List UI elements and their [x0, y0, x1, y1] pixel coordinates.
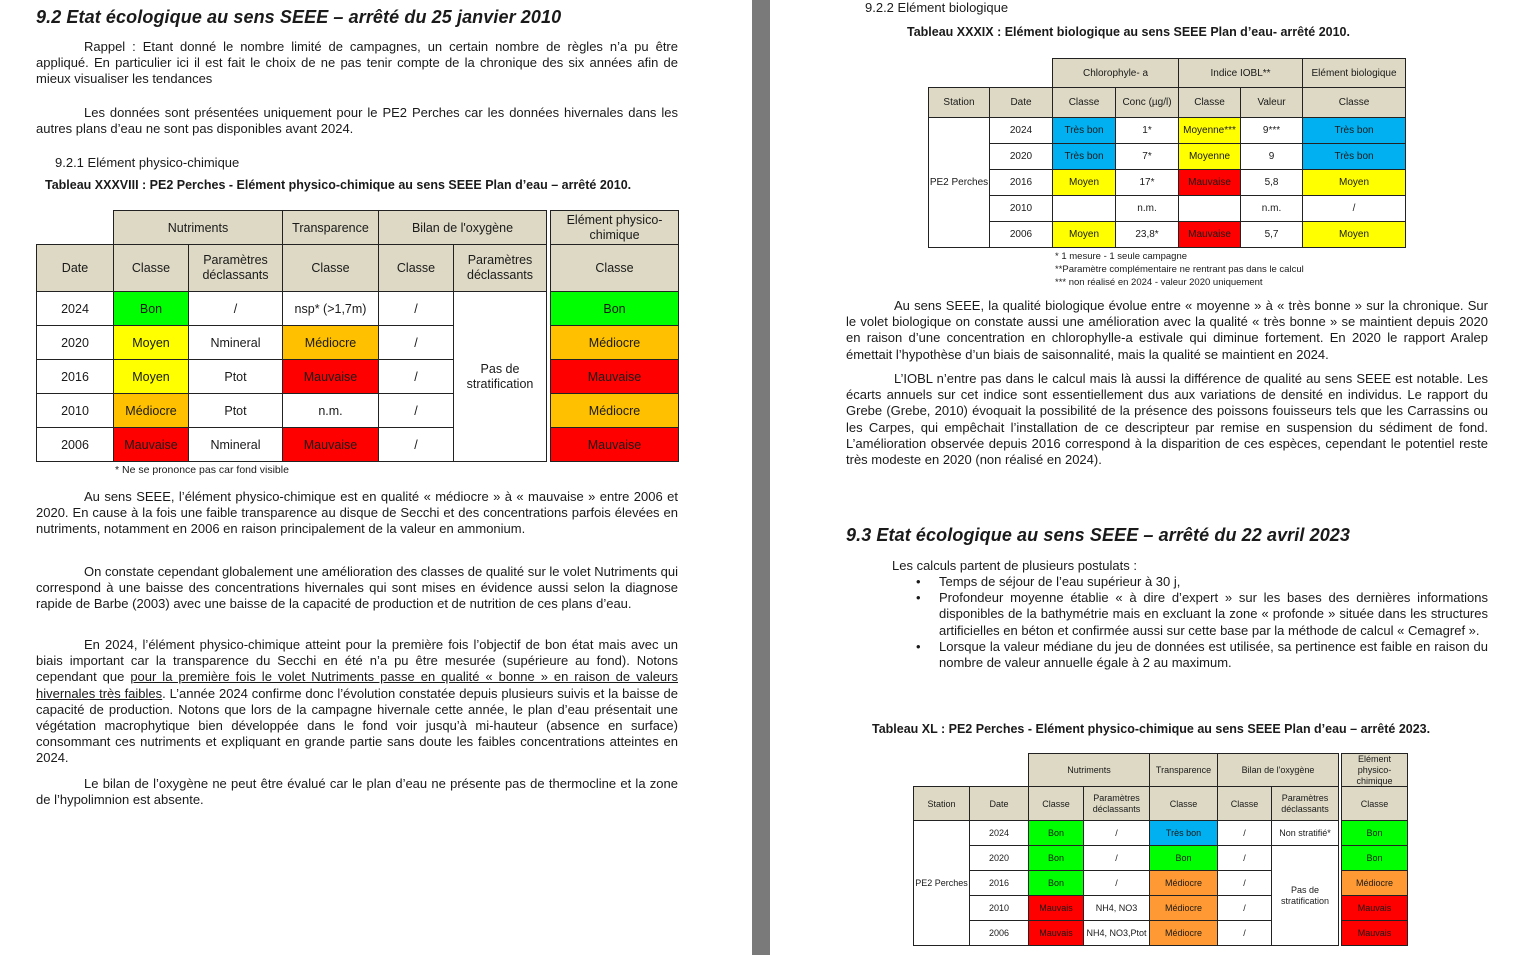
cell-nutriments-param: /: [189, 292, 283, 326]
cell-chl-classe: Très bon: [1053, 144, 1116, 170]
bullet-icon: •: [916, 590, 921, 606]
cell-element: Médiocre: [551, 326, 679, 360]
cell-transparence: Mauvaise: [283, 360, 379, 394]
cell-pas-de-stratification: Pas de stratification: [1272, 846, 1339, 946]
cell-element: Bon: [551, 292, 679, 326]
table-notes: [1055, 250, 1304, 289]
cell-station: PE2 Perches: [914, 821, 970, 946]
cell-nutriments-classe: Médiocre: [114, 394, 189, 428]
cell-date: 2006: [970, 921, 1029, 946]
left-page: [0, 0, 752, 955]
paragraph-amelioration: On constate cependant globalement une amélioration des classes de qualité sur le volet Nutriments qui correspond à une baisse des concentrations hivernales qui sont mises en évidence aussi selon la diagnose rapide de Barbe (2003) avec une baisse de la capacité de production et de nutrition de ces plans d’eau.: [36, 564, 679, 612]
cell-iobl-classe: Moyenne: [1179, 144, 1241, 170]
table-row: [37, 326, 679, 360]
col-header-classe: Classe: [114, 245, 189, 292]
paragraph-biologique: Au sens SEEE, la qualité biologique évolue entre « moyenne » à « très bonne » sur la chronique. Sur le volet biologique on constate aussi une amélioration avec la qualité « très bonne » se maintient depuis 2020 en raison d’une concentration en chlorophylle-a estivale qui diminue fortement. En 2020 le rapport Aralep émettait l’hypothèse d’un biais de saisonnalité, mais la qualité se maintient en 2024.: [846, 298, 1488, 362]
col-header-classe: Classe: [283, 245, 379, 292]
cell-nutriments-classe: Moyen: [114, 360, 189, 394]
page-gutter: [752, 0, 770, 955]
group-header-element-biologique: Elément biologique: [1303, 59, 1406, 88]
cell-oxygene-classe: /: [379, 428, 454, 462]
group-header-transparence: Transparence: [283, 211, 379, 245]
cell-element: Moyen: [1303, 170, 1406, 196]
col-header-classe: Classe: [1218, 787, 1272, 821]
col-header-valeur: Valeur: [1241, 88, 1303, 118]
section-heading-9-2: 9.2 Etat écologique au sens SEEE – arrêté du 25 janvier 2010: [36, 7, 562, 27]
table-row: [37, 394, 679, 428]
cell-pas-de-stratification: Pas de stratification: [454, 292, 547, 462]
cell-nutriments-classe: Bon: [1029, 846, 1084, 871]
cell-non-stratifie: Non stratifié*: [1272, 821, 1339, 846]
cell-element: Très bon: [1303, 118, 1406, 144]
table-caption-xl: Tableau XL : PE2 Perches - Elément physico-chimique au sens SEEE Plan d’eau – arrêté 2023.: [872, 722, 1431, 736]
cell-nutriments-param: /: [1084, 846, 1150, 871]
col-header-station: Station: [929, 88, 990, 118]
cell-oxygene-classe: /: [379, 326, 454, 360]
col-header-parametres: Paramètres déclassants: [454, 245, 547, 292]
cell-transparence: Bon: [1150, 846, 1218, 871]
cell-chl-classe: Moyen: [1053, 222, 1116, 248]
group-header-oxygene: Bilan de l'oxygène: [1218, 754, 1339, 787]
subheading-9-2-2: 9.2.2 Elément biologique: [865, 0, 1009, 15]
cell-nutriments-param: /: [1084, 871, 1150, 896]
table-row: [37, 428, 679, 462]
cell-nutriments-param: /: [1084, 821, 1150, 846]
cell-transparence: Médiocre: [1150, 921, 1218, 946]
cell-date: 2024: [990, 118, 1053, 144]
note-line: * 1 mesure - 1 seule campagne: [1055, 251, 1188, 262]
note-line: *** non réalisé en 2024 - valeur 2020 uniquement: [1055, 277, 1263, 288]
cell-transparence: Médiocre: [283, 326, 379, 360]
cell-date: 2010: [990, 196, 1053, 222]
cell-iobl-classe: Mauvaise: [1179, 222, 1241, 248]
cell-element: Bon: [1342, 846, 1408, 871]
cell-nutriments-classe: Mauvais: [1029, 896, 1084, 921]
col-header-classe: Classe: [379, 245, 454, 292]
cell-nutriments-param: Ptot: [189, 360, 283, 394]
col-header-classe: Classe: [1342, 787, 1408, 821]
cell-conc: 7*: [1116, 144, 1179, 170]
cell-transparence: n.m.: [283, 394, 379, 428]
group-header-chlorophylle: Chlorophyle- a: [1053, 59, 1179, 88]
cell-date: 2006: [990, 222, 1053, 248]
cell-chl-classe: [1053, 196, 1116, 222]
group-header-oxygene: Bilan de l'oxygène: [379, 211, 547, 245]
col-header-date: Date: [970, 787, 1029, 821]
paragraph-donnees: Les données sont présentées uniquement pour le PE2 Perches car les données hivernales dans les autres plans d’eau ne sont pas disponibles avant 2024.: [36, 105, 678, 137]
cell-conc: 23,8*: [1116, 222, 1179, 248]
cell-element: /: [1303, 196, 1406, 222]
cell-transparence: nsp* (>1,7m): [283, 292, 379, 326]
cell-nutriments-param: Ptot: [189, 394, 283, 428]
table-caption-xxxix: Tableau XXXIX : Elément biologique au sens SEEE Plan d’eau- arrêté 2010.: [907, 25, 1350, 39]
subheading-9-2-1: 9.2.1 Elément physico-chimique: [55, 155, 240, 170]
cell-date: 2016: [37, 360, 114, 394]
col-header-classe: Classe: [1179, 88, 1241, 118]
col-header-date: Date: [990, 88, 1053, 118]
bullet-list: [892, 574, 1488, 671]
table-row: [37, 360, 679, 394]
cell-chl-classe: Très bon: [1053, 118, 1116, 144]
table-row: [929, 222, 1406, 248]
paragraph-2024: En 2024, l’élément physico-chimique atteint pour la première fois l’objectif de bon état mais avec un biais important car la transparence du Secchi en été n’a pu être mesurée (supérieure au fond). Notons cependant que pour la première fois le volet Nutriments passe en qualité « bonne » en raison de valeurs hivernales très faibles. L’année 2024 confirme donc l’évolution constatée depuis plusieurs suivis et la baisse de capacité de production. Notons que lors de la campagne hivernale cette année, le plan d’eau présentait une végétation macrophytique bien développée dans le fond voir jusqu’à mi-hauteur (absence en surface) consommant ces nutriments et expliquant en grande partie sans doute les faibles concentrations atteintes en 2024.: [36, 637, 678, 766]
group-header-element: Elément physico-chimique: [1342, 754, 1408, 787]
cell-element: Médiocre: [1342, 871, 1408, 896]
cell-valeur: 9***: [1241, 118, 1303, 144]
list-item: • Temps de séjour de l’eau supérieur à 30 j,: [916, 574, 1181, 589]
group-header-nutriments: Nutriments: [114, 211, 283, 245]
cell-oxygene-classe: /: [379, 394, 454, 428]
cell-element: Médiocre: [551, 394, 679, 428]
cell-transparence: Très bon: [1150, 821, 1218, 846]
table-row: [929, 196, 1406, 222]
cell-nutriments-param: Nmineral: [189, 428, 283, 462]
cell-element: Mauvais: [1342, 921, 1408, 946]
col-header-date: Date: [37, 245, 114, 292]
group-header-element: Elément physico-chimique: [551, 211, 679, 245]
note-line: **Paramètre complémentaire ne rentrant pas dans le calcul: [1055, 264, 1304, 275]
table-physico-chimique-2010: [36, 210, 679, 462]
cell-transparence: Médiocre: [1150, 896, 1218, 921]
cell-nutriments-param: NH4, NO3: [1084, 896, 1150, 921]
paragraph-rappel: Rappel : Etant donné le nombre limité de campagnes, un certain nombre de règles n’a pu être appliqué. En particulier ici il est fait le choix de ne pas tenir compte de la chronique des six années afin de mieux visualiser les tendances: [36, 39, 678, 87]
table-row: [914, 846, 1408, 871]
col-header-parametres: Paramètres déclassants: [189, 245, 283, 292]
col-header-classe: Classe: [1150, 787, 1218, 821]
cell-valeur: 5,7: [1241, 222, 1303, 248]
cell-element: Très bon: [1303, 144, 1406, 170]
cell-element: Mauvaise: [551, 360, 679, 394]
cell-oxygene-classe: /: [379, 292, 454, 326]
paragraph-seee-physico: Au sens SEEE, l’élément physico-chimique est en qualité « médiocre » à « mauvaise » entre 2006 et 2020. En cause à la fois une faible transparence au disque de Secchi et des concentrations parfois élevées en nutriments, notamment en 2006 en raison principalement de la valeur en ammonium.: [36, 489, 678, 537]
cell-nutriments-classe: Moyen: [114, 326, 189, 360]
table-row: [929, 144, 1406, 170]
col-header-classe: Classe: [1053, 88, 1116, 118]
cell-nutriments-classe: Mauvaise: [114, 428, 189, 462]
col-header-classe: Classe: [1303, 88, 1406, 118]
cell-nutriments-param: NH4, NO3,Ptot: [1084, 921, 1150, 946]
right-page: [770, 0, 1536, 955]
col-header-classe: Classe: [1029, 787, 1084, 821]
col-header-parametres: Paramètres déclassants: [1084, 787, 1150, 821]
cell-date: 2006: [37, 428, 114, 462]
cell-oxygene-classe: /: [379, 360, 454, 394]
table-row: [929, 118, 1406, 144]
table-row: [914, 821, 1408, 846]
cell-date: 2010: [37, 394, 114, 428]
cell-transparence: Médiocre: [1150, 871, 1218, 896]
cell-oxygene-classe: /: [1218, 846, 1272, 871]
cell-nutriments-param: Nmineral: [189, 326, 283, 360]
group-header-transparence: Transparence: [1150, 754, 1218, 787]
table-row: [929, 170, 1406, 196]
col-header-classe: Classe: [551, 245, 679, 292]
list-item: • Lorsque la valeur médiane du jeu de données est utilisée, sa pertinence est faible en raison du nombre de valeur annuelle égale à 2 au maximum.: [916, 638, 1488, 671]
paragraph-oxygene: Le bilan de l’oxygène ne peut être évalué car le plan d’eau ne présente pas de thermocline et la zone de l’hypolimnion est absente.: [36, 776, 678, 808]
cell-conc: n.m.: [1116, 196, 1179, 222]
paragraph-iobl: L’IOBL n’entre pas dans le calcul mais là aussi la différence de qualité au sens SEEE est notable. Les écarts annuels sur cet indice sont essentiellement dus aux variations de densité en individus. Le rapport du Grebe (Grebe, 2010) évoquait la possibilité de la présence des poissons fouisseurs tels que les Carrassins ou les Carpes, qui empêchait l’installation de ce descripteur par remise en suspension du sédiment de fond. L’amélioration observée depuis 2016 correspond à la disparition de ces espèces, cependant le potentiel reste très modeste en 2020 (non réalisé en 2024).: [846, 371, 1488, 468]
cell-date: 2010: [970, 896, 1029, 921]
bullet-icon: •: [916, 638, 921, 654]
cell-nutriments-classe: Bon: [114, 292, 189, 326]
cell-oxygene-classe: /: [1218, 871, 1272, 896]
col-header-parametres: Paramètres déclassants: [1272, 787, 1339, 821]
cell-valeur: 9: [1241, 144, 1303, 170]
col-header-station: Station: [914, 787, 970, 821]
cell-oxygene-classe: /: [1218, 821, 1272, 846]
group-header-nutriments: Nutriments: [1029, 754, 1150, 787]
cell-date: 2024: [970, 821, 1029, 846]
cell-element: Mauvais: [1342, 896, 1408, 921]
cell-transparence: Mauvaise: [283, 428, 379, 462]
table-physico-chimique-2023: [913, 753, 1408, 946]
paragraph-postulats: Les calculs partent de plusieurs postulats :: [892, 558, 1137, 573]
cell-oxygene-classe: /: [1218, 896, 1272, 921]
cell-nutriments-classe: Bon: [1029, 871, 1084, 896]
cell-oxygene-classe: /: [1218, 921, 1272, 946]
cell-conc: 1*: [1116, 118, 1179, 144]
cell-element: Moyen: [1303, 222, 1406, 248]
cell-conc: 17*: [1116, 170, 1179, 196]
cell-valeur: n.m.: [1241, 196, 1303, 222]
col-header-conc: Conc (µg/l): [1116, 88, 1179, 118]
cell-date: 2020: [970, 846, 1029, 871]
group-header-iobl: Indice IOBL**: [1179, 59, 1303, 88]
table-row: [37, 292, 679, 326]
cell-element: Bon: [1342, 821, 1408, 846]
table-footnote: * Ne se prononce pas car fond visible: [115, 464, 289, 476]
bullet-icon: •: [916, 574, 921, 589]
cell-station: PE2 Perches: [929, 118, 990, 248]
table-caption-xxxviii: Tableau XXXVIII : PE2 Perches - Elément physico-chimique au sens SEEE Plan d’eau – arrêté 2010.: [45, 178, 632, 192]
cell-iobl-classe: Mauvaise: [1179, 170, 1241, 196]
cell-date: 2016: [970, 871, 1029, 896]
cell-nutriments-classe: Mauvais: [1029, 921, 1084, 946]
cell-iobl-classe: Moyenne***: [1179, 118, 1241, 144]
cell-nutriments-classe: Bon: [1029, 821, 1084, 846]
cell-date: 2024: [37, 292, 114, 326]
cell-date: 2020: [990, 144, 1053, 170]
table-biologique-2010: [928, 58, 1406, 248]
list-item: • Profondeur moyenne établie « à dire d’expert » sur les bases des dernières informations disponibles de la bathymétrie mais en excluant la zone « profonde » située dans les structures artificielles en béton et confirmée aussi sur cette base par la méthode de calcul « Cemagref ».: [916, 590, 1488, 638]
cell-element: Mauvaise: [551, 428, 679, 462]
cell-date: 2020: [37, 326, 114, 360]
cell-valeur: 5,8: [1241, 170, 1303, 196]
cell-date: 2016: [990, 170, 1053, 196]
section-heading-9-3: 9.3 Etat écologique au sens SEEE – arrêté du 22 avril 2023: [846, 525, 1351, 545]
cell-iobl-classe: [1179, 196, 1241, 222]
cell-chl-classe: Moyen: [1053, 170, 1116, 196]
